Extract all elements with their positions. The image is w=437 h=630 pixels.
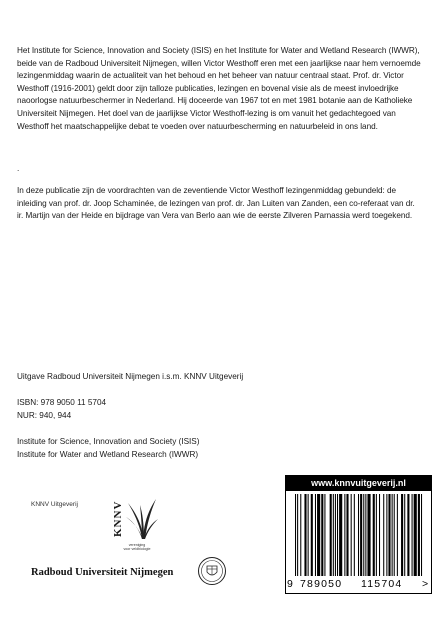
- barcode-bar: [388, 494, 390, 576]
- isbn-line: ISBN: 978 9050 11 5704: [17, 398, 107, 407]
- barcode-bar: [414, 494, 417, 576]
- knnv-mark: KNNV: [112, 500, 124, 538]
- barcode-bar: [392, 494, 393, 576]
- barcode-bar: [351, 494, 352, 576]
- barcode-bar: [421, 494, 422, 576]
- publisher-line: Uitgave Radboud Universiteit Nijmegen i.s.m. KNNV Uitgeverij: [17, 372, 244, 381]
- barcode-bar: [295, 494, 296, 576]
- barcode-bar: [358, 494, 359, 576]
- radboud-university-name: Radboud Universiteit Nijmegen: [31, 567, 174, 578]
- barcode-bar: [418, 494, 420, 576]
- barcode-bar: [337, 494, 338, 576]
- barcode-bar: [297, 494, 298, 576]
- barcode-bar: [363, 494, 364, 576]
- barcode-bar: [321, 494, 323, 576]
- barcode-bar: [308, 494, 309, 576]
- barcode-bar: [412, 494, 413, 576]
- barcode-bar: [311, 494, 313, 576]
- barcode-bar: [365, 494, 366, 576]
- barcode-bar: [335, 494, 336, 576]
- nur-line: NUR: 940, 944: [17, 411, 72, 420]
- knnv-logo-icon: [112, 495, 160, 557]
- barcode-bar: [401, 494, 403, 576]
- barcode-bar: [373, 494, 375, 576]
- barcode-bars: [295, 494, 423, 576]
- barcode-bar: [386, 494, 387, 576]
- barcode-arrow: >: [422, 578, 430, 590]
- institute-iwwr: Institute for Water and Wetland Research (IWWR): [17, 450, 199, 459]
- barcode-bar: [339, 494, 342, 576]
- barcode-bar: [407, 494, 409, 576]
- barcode-lead-digit: 9: [287, 578, 295, 590]
- barcode-bar: [346, 494, 348, 576]
- description-paragraph-2: In deze publicatie zijn de voordrachten van de zeventiende Victor Westhoff lezingenmiddag gebundeld: de inleiding van prof. dr. Joop Schaminée, de lezingen van prof. dr. Jan Luiten van Zanden, een co-referaat van dr. ir. Martijn van der Heide en bijdrage van Vera van Berlo aan wie de eerste Zilveren Parnassia werd toegekend.: [17, 186, 415, 221]
- radboud-seal-icon: [197, 556, 227, 586]
- barcode-bar: [360, 494, 362, 576]
- knnv-publisher-label: KNNV Uitgeverij: [31, 501, 78, 508]
- barcode-bar: [354, 494, 355, 576]
- barcode-right-digits: 115704: [361, 578, 403, 590]
- barcode-bar: [404, 494, 405, 576]
- barcode-bar: [333, 494, 334, 576]
- barcode-bar: [317, 494, 320, 576]
- description-paragraph-1: Het Institute for Science, Innovation and Society (ISIS) en het Institute for Water and Wetland Research (IWWR), beide van de Radboud Universiteit Nijmegen, willen Victor Westhoff eren met een jaarlijkse naar hem vernoemde lezingenmiddag waarin de actualiteit van het behoud en het beheer van natuur centraal staat. Prof. dr. Victor Westhoff (1916-2001) geldt door zijn talloze publicaties, lezingen en bovenal visie als de meest invloedrijke naoorlogse natuurbeschermer in Nederland. Hij doceerde van 1967 tot en met 1981 botanie aan de Katholieke Universiteit Nijmegen. Het doel van de jaarlijkse Victor Westhoff-lezing is om vanuit het gedachtegoed van Westhoff het maatschappelijke debat te voeden over natuurbescherming en natuurbeleid in ons land.: [17, 46, 421, 131]
- barcode-bar: [304, 494, 306, 576]
- institute-isis: Institute for Science, Innovation and Society (ISIS): [17, 437, 200, 446]
- barcode-bar: [376, 494, 377, 576]
- barcode-area: [286, 491, 431, 593]
- barcode-bar: [397, 494, 398, 576]
- barcode-bar: [394, 494, 395, 576]
- barcode-left-digits: 789050: [300, 578, 343, 590]
- barcode-bar: [344, 494, 345, 576]
- knnv-tagline-1: vereniging: [128, 543, 146, 547]
- publisher-url: www.knnvuitgeverij.nl: [311, 478, 406, 488]
- barcode-icon: [285, 475, 432, 594]
- knnv-plant-icon: [112, 495, 160, 543]
- knnv-tagline-2: voor veldbiologie: [123, 547, 151, 551]
- separator-dot: .: [17, 164, 20, 173]
- barcode-bar: [367, 494, 370, 576]
- barcode-bar: [315, 494, 316, 576]
- barcode-bar: [379, 494, 380, 576]
- barcode-bar: [324, 494, 325, 576]
- barcode-bar: [300, 494, 301, 576]
- barcode-bar: [383, 494, 384, 576]
- barcode-bar: [330, 494, 332, 576]
